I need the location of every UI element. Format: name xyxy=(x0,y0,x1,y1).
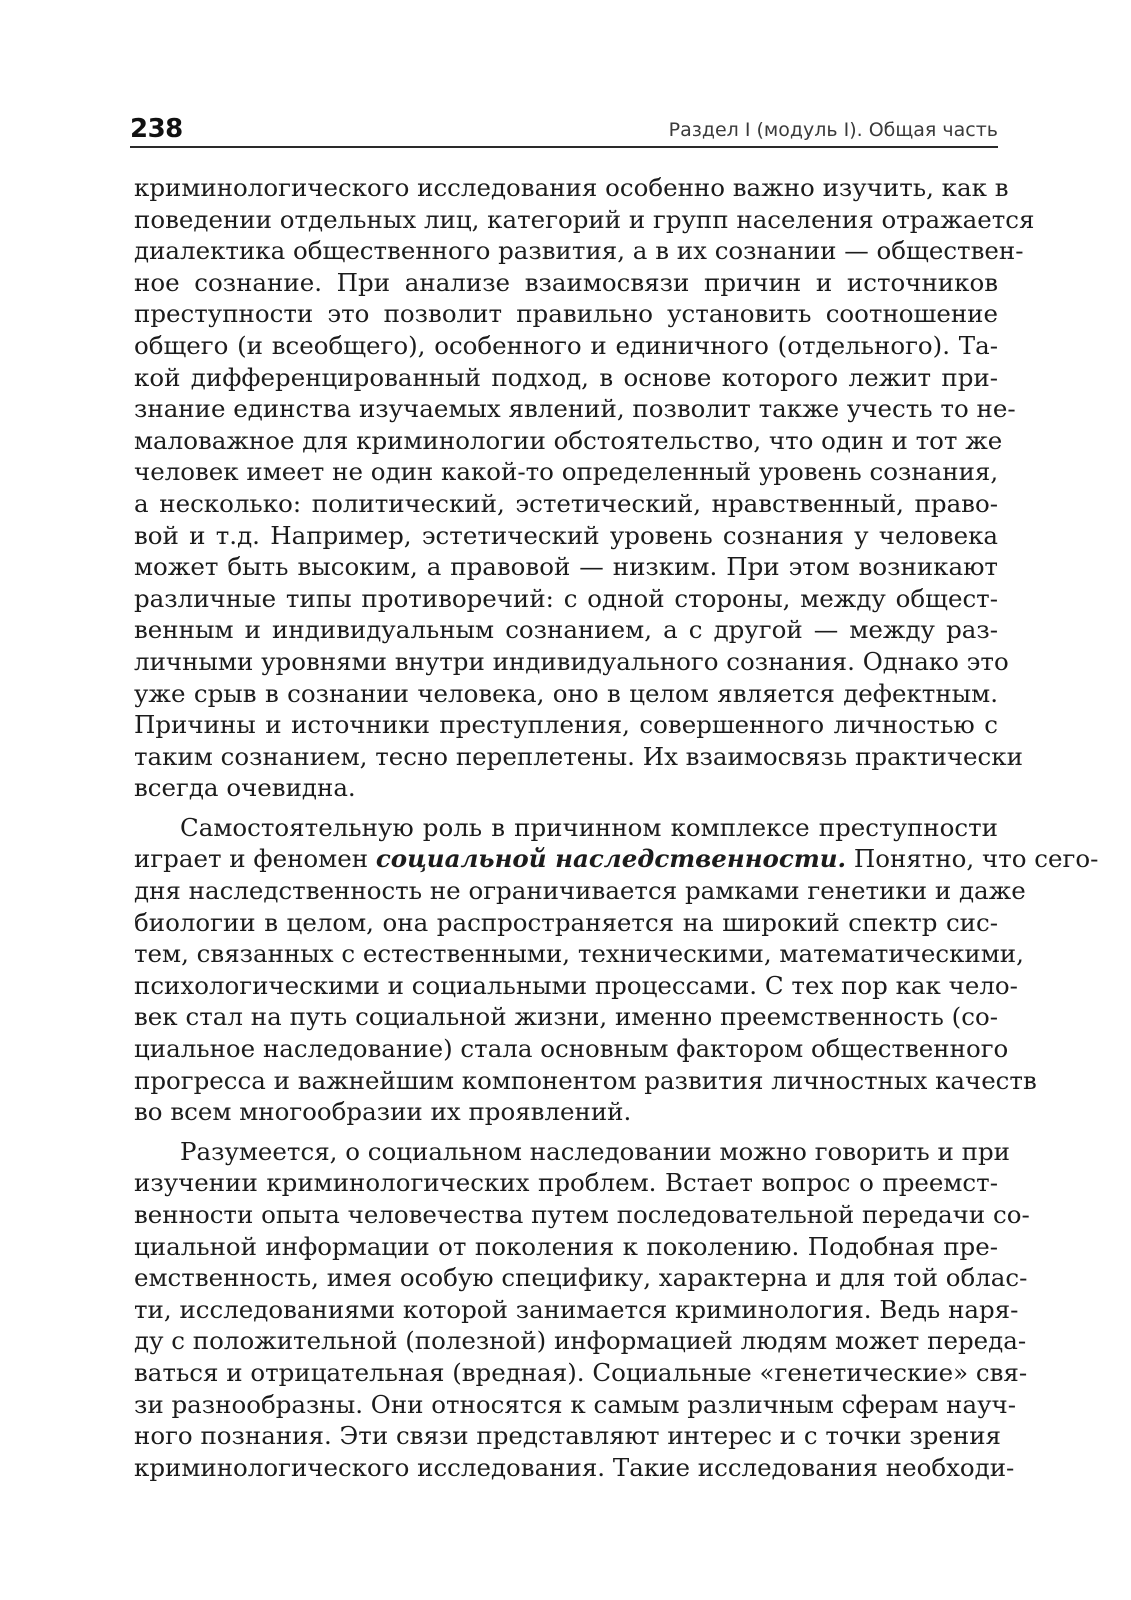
text-line: Разумеется, о социальном наследовании можно говорить и при xyxy=(180,1136,1010,1166)
text-line: всегда очевидна. xyxy=(134,773,356,803)
paragraph xyxy=(134,812,1099,1128)
text-line: психологическими и социальными процессами. С тех пор как чело- xyxy=(134,970,1018,1000)
text-line: во всем многообразии их проявлений. xyxy=(134,1097,632,1127)
text-line-with-emphasis xyxy=(134,843,1099,875)
body-text xyxy=(134,172,1099,1483)
text-line: ваться и отрицательная (вредная). Социальные «генетические» свя- xyxy=(134,1357,1028,1387)
text-line: таким сознанием, тесно переплетены. Их взаимосвязь практически xyxy=(134,741,1023,771)
text-line: циальной информации от поколения к поколению. Подобная пре- xyxy=(134,1231,998,1261)
text-line: кой дифференцированный подход, в основе которого лежит при- xyxy=(134,362,998,392)
text-line: изучении криминологических проблем. Встает вопрос о преемст- xyxy=(134,1168,998,1198)
text-line: может быть высоким, а правовой — низким. При этом возникают xyxy=(134,552,998,582)
running-head: Раздел I (модуль I). Общая часть xyxy=(668,119,998,141)
text-line: человек имеет не один какой-то определенный уровень сознания, xyxy=(134,457,999,487)
text-line: биологии в целом, она распространяется на широкий спектр сис- xyxy=(134,907,998,937)
text-line: емственность, имея особую специфику, характерна и для той облас- xyxy=(134,1263,1028,1293)
text-line: криминологического исследования. Такие исследования необходи- xyxy=(134,1452,1015,1482)
text-line: криминологического исследования особенно важно изучить, как в xyxy=(134,173,1009,202)
text-line: ное сознание. При анализе взаимосвязи причин и источников xyxy=(134,267,998,297)
text-line: ного познания. Эти связи представляют интерес и с точки зрения xyxy=(134,1421,1001,1451)
page-header xyxy=(130,108,998,148)
text-line: а несколько: политический, эстетический, нравственный, право- xyxy=(134,488,998,518)
text-line: тем, связанных с естественными, техническими, математическими, xyxy=(134,939,1024,969)
text-line: дня наследственность не ограничивается рамками генетики и даже xyxy=(134,876,1026,906)
text-line: прогресса и важнейшим компонентом развития личностных качеств xyxy=(134,1065,1037,1095)
paragraph xyxy=(134,1136,1030,1484)
emphasized-term: социальной наследственности. xyxy=(375,844,847,874)
text-line: уже срыв в сознании человека, оно в целом является дефектным. xyxy=(134,678,998,708)
text-line: Причины и источники преступления, совершенного личностью с xyxy=(134,710,998,740)
text-line: знание единства изучаемых явлений, позволит также учесть то не- xyxy=(134,394,1016,424)
text-line: циальное наследование) стала основным фактором общественного xyxy=(134,1034,1009,1064)
page-number: 238 xyxy=(130,114,183,144)
text-line: маловажное для криминологии обстоятельство, что один и тот же xyxy=(134,425,1003,455)
text-line: венным и индивидуальным сознанием, а с другой — между раз- xyxy=(134,615,998,645)
text-segment: Понятно, что сего- xyxy=(846,844,1099,874)
text-line: ти, исследованиями которой занимается криминология. Ведь наря- xyxy=(134,1294,1019,1324)
text-line: век стал на путь социальной жизни, именно преемственность (со- xyxy=(134,1002,998,1032)
text-line: преступности это позволит правильно установить соотношение xyxy=(134,299,998,329)
text-line: различные типы противоречий: с одной стороны, между общест- xyxy=(134,583,998,613)
text-line: поведении отдельных лиц, категорий и групп населения отражается xyxy=(134,204,1035,234)
text-line: венности опыта человечества путем последовательной передачи со- xyxy=(134,1200,1030,1229)
text-line: диалектика общественного развития, а в их сознании — обществен- xyxy=(134,236,1024,266)
text-line: общего (и всеобщего), особенного и единичного (отдельного). Та- xyxy=(134,330,998,360)
paragraph-gap xyxy=(134,804,998,812)
text-line: личными уровнями внутри индивидуального сознания. Однако это xyxy=(134,646,1009,676)
text-line: зи разнообразны. Они относятся к самым различным сферам науч- xyxy=(134,1389,1016,1419)
text-segment: играет и феномен xyxy=(134,844,376,874)
paragraph-gap xyxy=(134,1128,998,1136)
text-line: Самостоятельную роль в причинном комплексе преступности xyxy=(180,812,998,842)
paragraph xyxy=(134,172,1035,804)
text-line: ду с положительной (полезной) информацией людям может переда- xyxy=(134,1326,1027,1356)
text-line: вой и т.д. Например, эстетический уровень сознания у человека xyxy=(134,520,998,550)
